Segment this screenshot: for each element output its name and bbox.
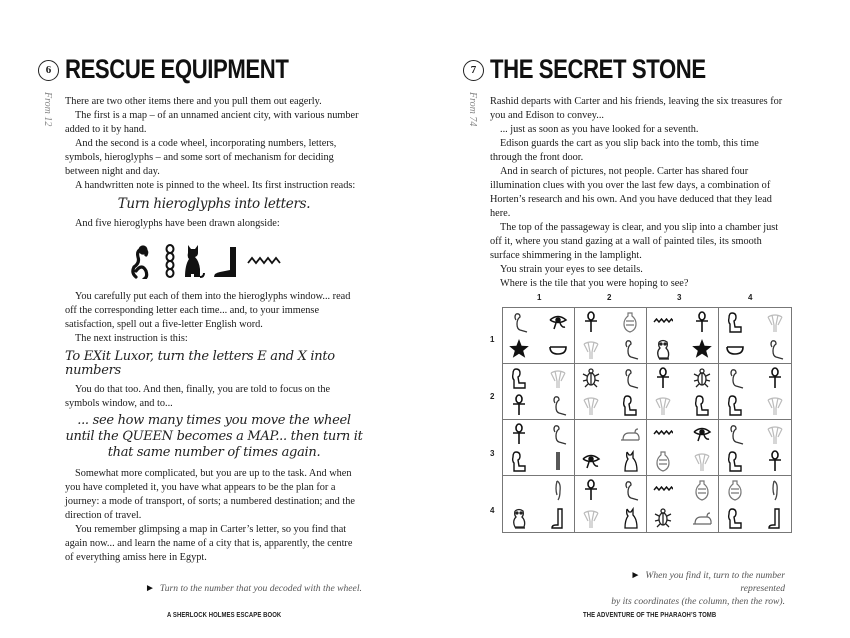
tile-r4-c3 bbox=[647, 476, 719, 532]
tile-r2-c2 bbox=[575, 364, 647, 420]
seated-man-icon bbox=[611, 392, 647, 420]
running-footer: THE ADVENTURE OF THE PHARAOH’S TOMB bbox=[583, 612, 717, 619]
tile-r4-c2 bbox=[575, 476, 647, 532]
body-text bbox=[490, 95, 788, 291]
reed-icon bbox=[539, 448, 575, 476]
ankh-icon bbox=[503, 420, 539, 448]
lotus-icon bbox=[575, 392, 611, 420]
turn-to-text-line2: by its coordinates (the column, then the row). bbox=[611, 596, 785, 607]
star-icon bbox=[683, 336, 719, 364]
foot-icon bbox=[539, 504, 575, 532]
tile-r1-c3 bbox=[647, 308, 719, 364]
vase-icon bbox=[683, 476, 719, 504]
lotus-icon bbox=[755, 420, 791, 448]
water-icon bbox=[647, 308, 683, 336]
cat-icon bbox=[611, 448, 647, 476]
running-footer: A SHERLOCK HOLMES ESCAPE BOOK bbox=[167, 612, 282, 619]
vase-icon bbox=[611, 308, 647, 336]
scarab-icon bbox=[575, 364, 611, 392]
twisted-flax-icon bbox=[167, 245, 174, 277]
scarab-icon bbox=[683, 364, 719, 392]
arrow-icon: ► bbox=[630, 570, 641, 581]
cobra-icon bbox=[611, 364, 647, 392]
ankh-icon bbox=[755, 448, 791, 476]
column-label: 3 bbox=[677, 293, 682, 302]
seated-man-icon bbox=[719, 308, 755, 336]
instruction-queen-map: ... see how many times you move the wheel until the QUEEN becomes a MAP... then turn it that same number of times again. bbox=[65, 413, 363, 460]
cobra-icon bbox=[719, 364, 755, 392]
instruction-exit-luxor: To EXit Luxor, turn the letters E and X into numbers bbox=[65, 349, 335, 378]
lotus-icon bbox=[683, 448, 719, 476]
tile-r4-c4 bbox=[719, 476, 791, 532]
eye-icon bbox=[683, 420, 719, 448]
paragraph: A handwritten note is pinned to the wheel. Its first instruction reads: bbox=[75, 180, 356, 191]
paragraph: And in search of pictures, not people. Carter has shared four illumination clues with you over the last few days, a combination of Horten’s research and his own. And you have deduced that they lead here. bbox=[490, 166, 772, 219]
body-text bbox=[65, 95, 363, 231]
paragraph: ... just as soon as you have looked for a seventh. bbox=[500, 124, 699, 135]
cobra-icon bbox=[719, 420, 755, 448]
paragraph: There are two other items there and you pull them out eagerly. bbox=[65, 96, 322, 107]
foot-icon bbox=[214, 247, 236, 277]
instruction-turn-hieroglyphs: Turn hieroglyphs into letters. bbox=[117, 196, 311, 212]
chapter-title: RESCUE EQUIPMENT bbox=[65, 54, 289, 84]
chapter-number-badge: 6 bbox=[38, 60, 59, 81]
moon-icon bbox=[503, 476, 539, 504]
water-icon bbox=[248, 258, 280, 263]
paragraph: Where is the tile that you were hoping to see? bbox=[500, 278, 689, 289]
tile-r1-c2 bbox=[575, 308, 647, 364]
eye-icon bbox=[539, 308, 575, 336]
cat-icon bbox=[185, 245, 204, 277]
seated-man-icon bbox=[719, 392, 755, 420]
paragraph: You strain your eyes to see details. bbox=[500, 264, 643, 275]
water-icon bbox=[647, 420, 683, 448]
vase-icon bbox=[719, 476, 755, 504]
lotus-icon bbox=[647, 392, 683, 420]
eye-icon bbox=[575, 448, 611, 476]
turn-to-text: Turn to the number that you decoded with the wheel. bbox=[159, 583, 362, 594]
basket-icon bbox=[539, 336, 575, 364]
turn-to-text-line1: When you find it, turn to the number represented bbox=[645, 570, 785, 594]
body-text-2 bbox=[65, 290, 363, 565]
ankh-icon bbox=[503, 392, 539, 420]
cat-icon bbox=[611, 504, 647, 532]
ankh-icon bbox=[647, 364, 683, 392]
hieroglyph-row bbox=[130, 243, 300, 279]
scarab-icon bbox=[647, 504, 683, 532]
paragraph: And the second is a code wheel, incorporating numbers, letters, symbols, hieroglyphs – and some sort of mechanism for deciding between night and day. bbox=[65, 138, 337, 177]
paragraph: Somewhat more complicated, but you are up to the task. And when you have completed it, you have what appears to be the plan for a journey: a mode of transport, of sorts; a numbered destination; and the direction of travel. bbox=[65, 468, 355, 521]
column-labels bbox=[502, 293, 792, 307]
cobra-icon bbox=[133, 247, 147, 279]
column-label: 1 bbox=[537, 293, 542, 302]
lotus-icon bbox=[575, 504, 611, 532]
ankh-icon bbox=[575, 476, 611, 504]
seated-man-icon bbox=[719, 504, 755, 532]
water-icon bbox=[647, 476, 683, 504]
ankh-icon bbox=[575, 308, 611, 336]
moon-icon bbox=[575, 420, 611, 448]
arrow-icon: ► bbox=[145, 583, 155, 594]
ankh-icon bbox=[683, 308, 719, 336]
tile-r3-c4 bbox=[719, 420, 791, 476]
cobra-icon bbox=[755, 336, 791, 364]
cobra-icon bbox=[611, 336, 647, 364]
turn-to-note bbox=[145, 582, 362, 595]
chapter-title: THE SECRET STONE bbox=[490, 54, 706, 84]
tile-r3-c2 bbox=[575, 420, 647, 476]
paragraph: The next instruction is this: bbox=[75, 333, 188, 344]
tile-r3-c3 bbox=[647, 420, 719, 476]
cobra-icon bbox=[503, 308, 539, 336]
basket-icon bbox=[719, 336, 755, 364]
lotus-icon bbox=[755, 392, 791, 420]
row-label: 1 bbox=[490, 335, 495, 344]
from-note: From 74 bbox=[467, 92, 478, 127]
seated-man-icon bbox=[719, 448, 755, 476]
paragraph: Rashid departs with Carter and his friends, leaving the six treasures for you and Edison to convey... bbox=[490, 96, 783, 121]
seated-man-icon bbox=[503, 364, 539, 392]
paragraph: And five hieroglyphs have been drawn alongside: bbox=[75, 218, 280, 229]
lotus-icon bbox=[539, 364, 575, 392]
column-label: 4 bbox=[748, 293, 753, 302]
column-label: 2 bbox=[607, 293, 612, 302]
from-note: From 12 bbox=[42, 92, 53, 127]
foot-icon bbox=[755, 504, 791, 532]
lotus-icon bbox=[575, 336, 611, 364]
row-label: 3 bbox=[490, 449, 495, 458]
tile-r1-c4 bbox=[719, 308, 791, 364]
star-icon bbox=[503, 336, 539, 364]
feather-icon bbox=[755, 476, 791, 504]
ankh-icon bbox=[755, 364, 791, 392]
owl-icon bbox=[503, 504, 539, 532]
tile-r4-c1 bbox=[503, 476, 575, 532]
paragraph: The top of the passageway is clear, and you slip into a chamber just off it, where you stand gazing at a wall of painted tiles, its smooth surface shimmering in the lamplight. bbox=[490, 222, 779, 261]
paragraph: The first is a map – of an unnamed ancient city, with various number added to it by hand. bbox=[65, 110, 359, 135]
tile-r2-c1 bbox=[503, 364, 575, 420]
paragraph: Edison guards the cart as you slip back into the tomb, this time through the front door. bbox=[490, 138, 759, 163]
seated-man-icon bbox=[683, 392, 719, 420]
feather-icon bbox=[539, 476, 575, 504]
tiles bbox=[502, 307, 792, 533]
vase-icon bbox=[647, 448, 683, 476]
chapter-number-badge: 7 bbox=[463, 60, 484, 81]
tile-r2-c4 bbox=[719, 364, 791, 420]
paragraph: You remember glimpsing a map in Carter’s letter, so you find that again now... and learn the name of a city that is, apparently, the centre of everything amiss here in Egypt. bbox=[65, 524, 353, 563]
tile-r1-c1 bbox=[503, 308, 575, 364]
tile-r3-c1 bbox=[503, 420, 575, 476]
paragraph: You carefully put each of them into the hieroglyphs window... read off the corresponding letter each time... and, to your immense satisfaction, spell out a five-letter English word. bbox=[65, 291, 351, 330]
lion-icon bbox=[683, 504, 719, 532]
paragraph: You do that too. And then, finally, you are told to focus on the symbols window, and to... bbox=[65, 384, 331, 409]
tile-r2-c3 bbox=[647, 364, 719, 420]
cobra-icon bbox=[611, 476, 647, 504]
lotus-icon bbox=[755, 308, 791, 336]
lion-icon bbox=[611, 420, 647, 448]
owl-icon bbox=[647, 336, 683, 364]
cobra-icon bbox=[539, 392, 575, 420]
seated-man-icon bbox=[503, 448, 539, 476]
row-label: 2 bbox=[490, 392, 495, 401]
row-label: 4 bbox=[490, 506, 495, 515]
cobra-icon bbox=[539, 420, 575, 448]
turn-to-note bbox=[585, 569, 785, 608]
